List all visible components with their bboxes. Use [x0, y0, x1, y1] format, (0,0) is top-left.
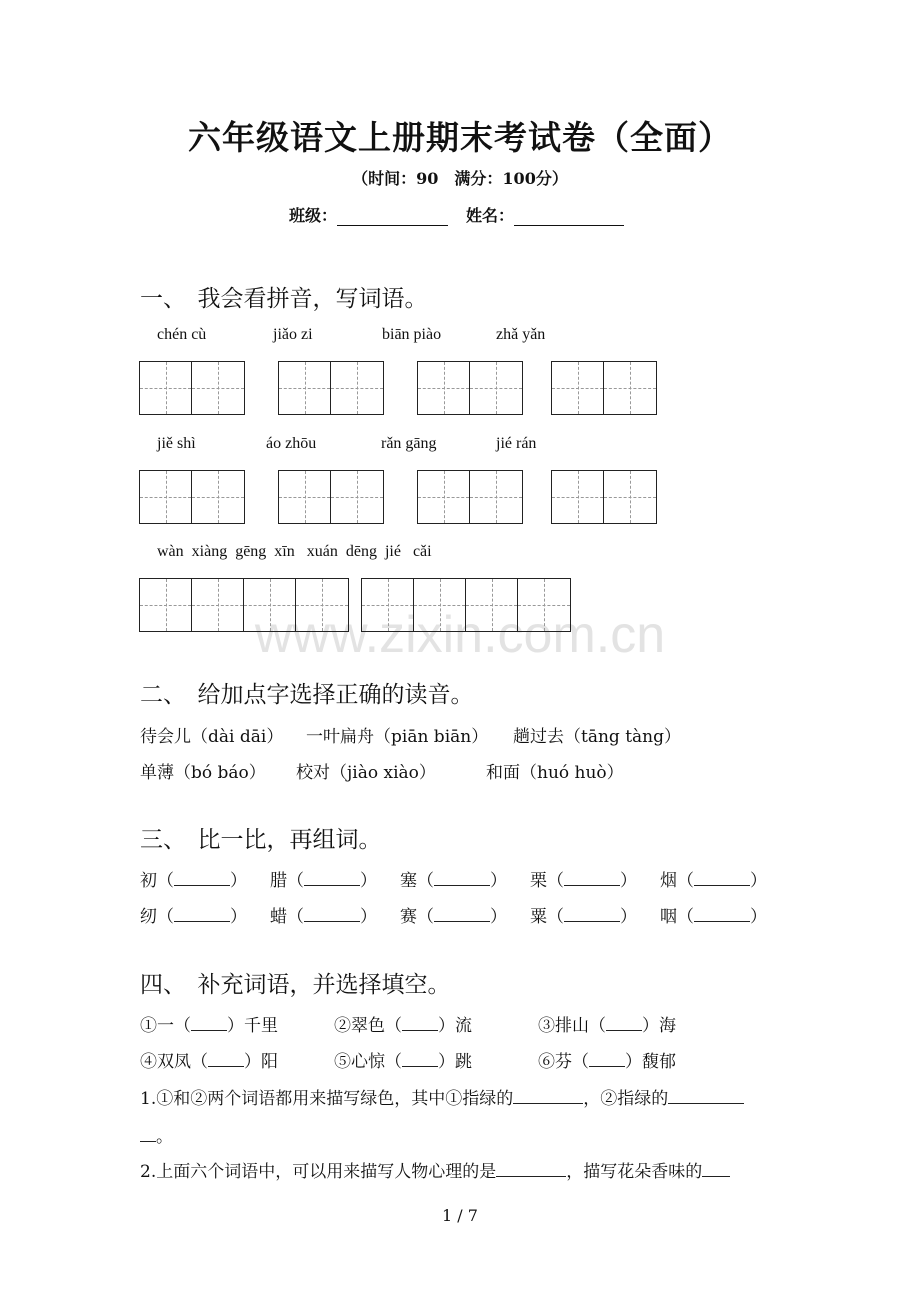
exam-info: （时间：90 满分：100分）	[352, 169, 568, 188]
answer-blank[interactable]	[140, 1127, 156, 1142]
compare-item: 赛（ ）	[400, 907, 507, 927]
name-label: 姓名：	[466, 206, 515, 225]
writing-grid[interactable]	[417, 470, 523, 524]
writing-grid[interactable]	[417, 361, 523, 415]
answer-blank[interactable]	[174, 871, 230, 886]
class-label: 班级：	[289, 206, 338, 225]
answer-blank[interactable]	[304, 907, 360, 922]
pinyin-label: biān piào	[382, 326, 442, 343]
pronunciation-item: 单薄（bó báo）	[140, 763, 266, 783]
question-1: 1.①和②两个词语都用来描写绿色，其中①指绿的 ，②指绿的	[140, 1084, 744, 1109]
idiom-item: ②翠色（ ）流	[334, 1016, 472, 1036]
section3-heading: 三、 比一比，再组词。	[140, 827, 382, 853]
writing-grid[interactable]	[551, 470, 657, 524]
answer-blank[interactable]	[191, 1016, 227, 1031]
answer-blank[interactable]	[208, 1052, 244, 1067]
page-title: 六年级语文上册期末考试卷（全面）	[188, 118, 732, 157]
writing-grid[interactable]	[551, 361, 657, 415]
pinyin-label: rǎn gāng	[381, 435, 437, 452]
answer-blank[interactable]	[694, 907, 750, 922]
section2-heading: 二、 给加点字选择正确的读音。	[140, 682, 474, 708]
answer-blank[interactable]	[496, 1162, 566, 1177]
idiom-item: ⑤心惊（ ）跳	[334, 1052, 472, 1072]
watermark: www.zixin.com.cn	[254, 606, 666, 664]
writing-grid[interactable]	[278, 470, 384, 524]
name-field	[466, 203, 624, 226]
compare-item: 咽（ ）	[660, 907, 767, 927]
answer-blank[interactable]	[702, 1162, 730, 1177]
idiom-item: ⑥芬（ ）馥郁	[538, 1052, 676, 1072]
answer-blank[interactable]	[513, 1089, 583, 1104]
answer-blank[interactable]	[434, 907, 490, 922]
compare-item: 栗（ ）	[530, 871, 637, 891]
answer-blank[interactable]	[564, 871, 620, 886]
pinyin-label: wàn xiàng gēng xīn xuán dēng jié cǎi	[157, 543, 432, 560]
pronunciation-item: 校对（jiào xiào）	[296, 763, 436, 783]
answer-blank[interactable]	[402, 1016, 438, 1031]
answer-blank[interactable]	[434, 871, 490, 886]
answer-blank[interactable]	[564, 907, 620, 922]
answer-blank[interactable]	[606, 1016, 642, 1031]
pronunciation-item: 待会儿（dài dāi）	[140, 727, 284, 747]
compare-item: 腊（ ）	[270, 871, 377, 891]
pronunciation-item: 和面（huó huò）	[486, 763, 624, 783]
idiom-item: ③排山（ ）海	[538, 1016, 676, 1036]
class-blank	[337, 209, 448, 226]
pinyin-label: áo zhōu	[266, 435, 317, 452]
section4-heading: 四、 补充词语，并选择填空。	[140, 972, 451, 998]
question-1-continued: 。	[140, 1122, 173, 1147]
answer-blank[interactable]	[589, 1052, 625, 1067]
pronunciation-item: 一叶扁舟（piān biān）	[306, 727, 489, 747]
writing-grid[interactable]	[361, 578, 571, 632]
writing-grid[interactable]	[278, 361, 384, 415]
pinyin-label: jiǎo zi	[273, 326, 313, 343]
compare-item: 烟（ ）	[660, 871, 767, 891]
compare-item: 纫（ ）	[140, 907, 247, 927]
compare-item: 初（ ）	[140, 871, 247, 891]
writing-grid[interactable]	[139, 361, 245, 415]
question-2: 2.上面六个词语中，可以用来描写人物心理的是 ，描写花朵香味的	[140, 1157, 730, 1182]
answer-blank[interactable]	[174, 907, 230, 922]
class-field	[289, 203, 448, 226]
answer-blank[interactable]	[694, 871, 750, 886]
compare-item: 塞（ ）	[400, 871, 507, 891]
writing-grid[interactable]	[139, 578, 349, 632]
idiom-item: ①一（ ）千里	[140, 1016, 278, 1036]
answer-blank[interactable]	[402, 1052, 438, 1067]
section1-heading: 一、 我会看拼音，写词语。	[140, 286, 428, 312]
pinyin-label: jié rán	[496, 435, 537, 452]
writing-grid[interactable]	[139, 470, 245, 524]
answer-blank[interactable]	[668, 1089, 744, 1104]
pinyin-label: jiě shì	[157, 435, 196, 452]
compare-item: 蜡（ ）	[270, 907, 377, 927]
idiom-item: ④双凤（ ）阳	[140, 1052, 278, 1072]
pronunciation-item: 趟过去（tāng tàng）	[513, 727, 681, 747]
answer-blank[interactable]	[304, 871, 360, 886]
pinyin-label: zhǎ yǎn	[496, 326, 546, 343]
page-number: 1 / 7	[442, 1206, 478, 1225]
name-blank	[514, 209, 624, 226]
pinyin-label: chén cù	[157, 326, 207, 343]
compare-item: 粟（ ）	[530, 907, 637, 927]
